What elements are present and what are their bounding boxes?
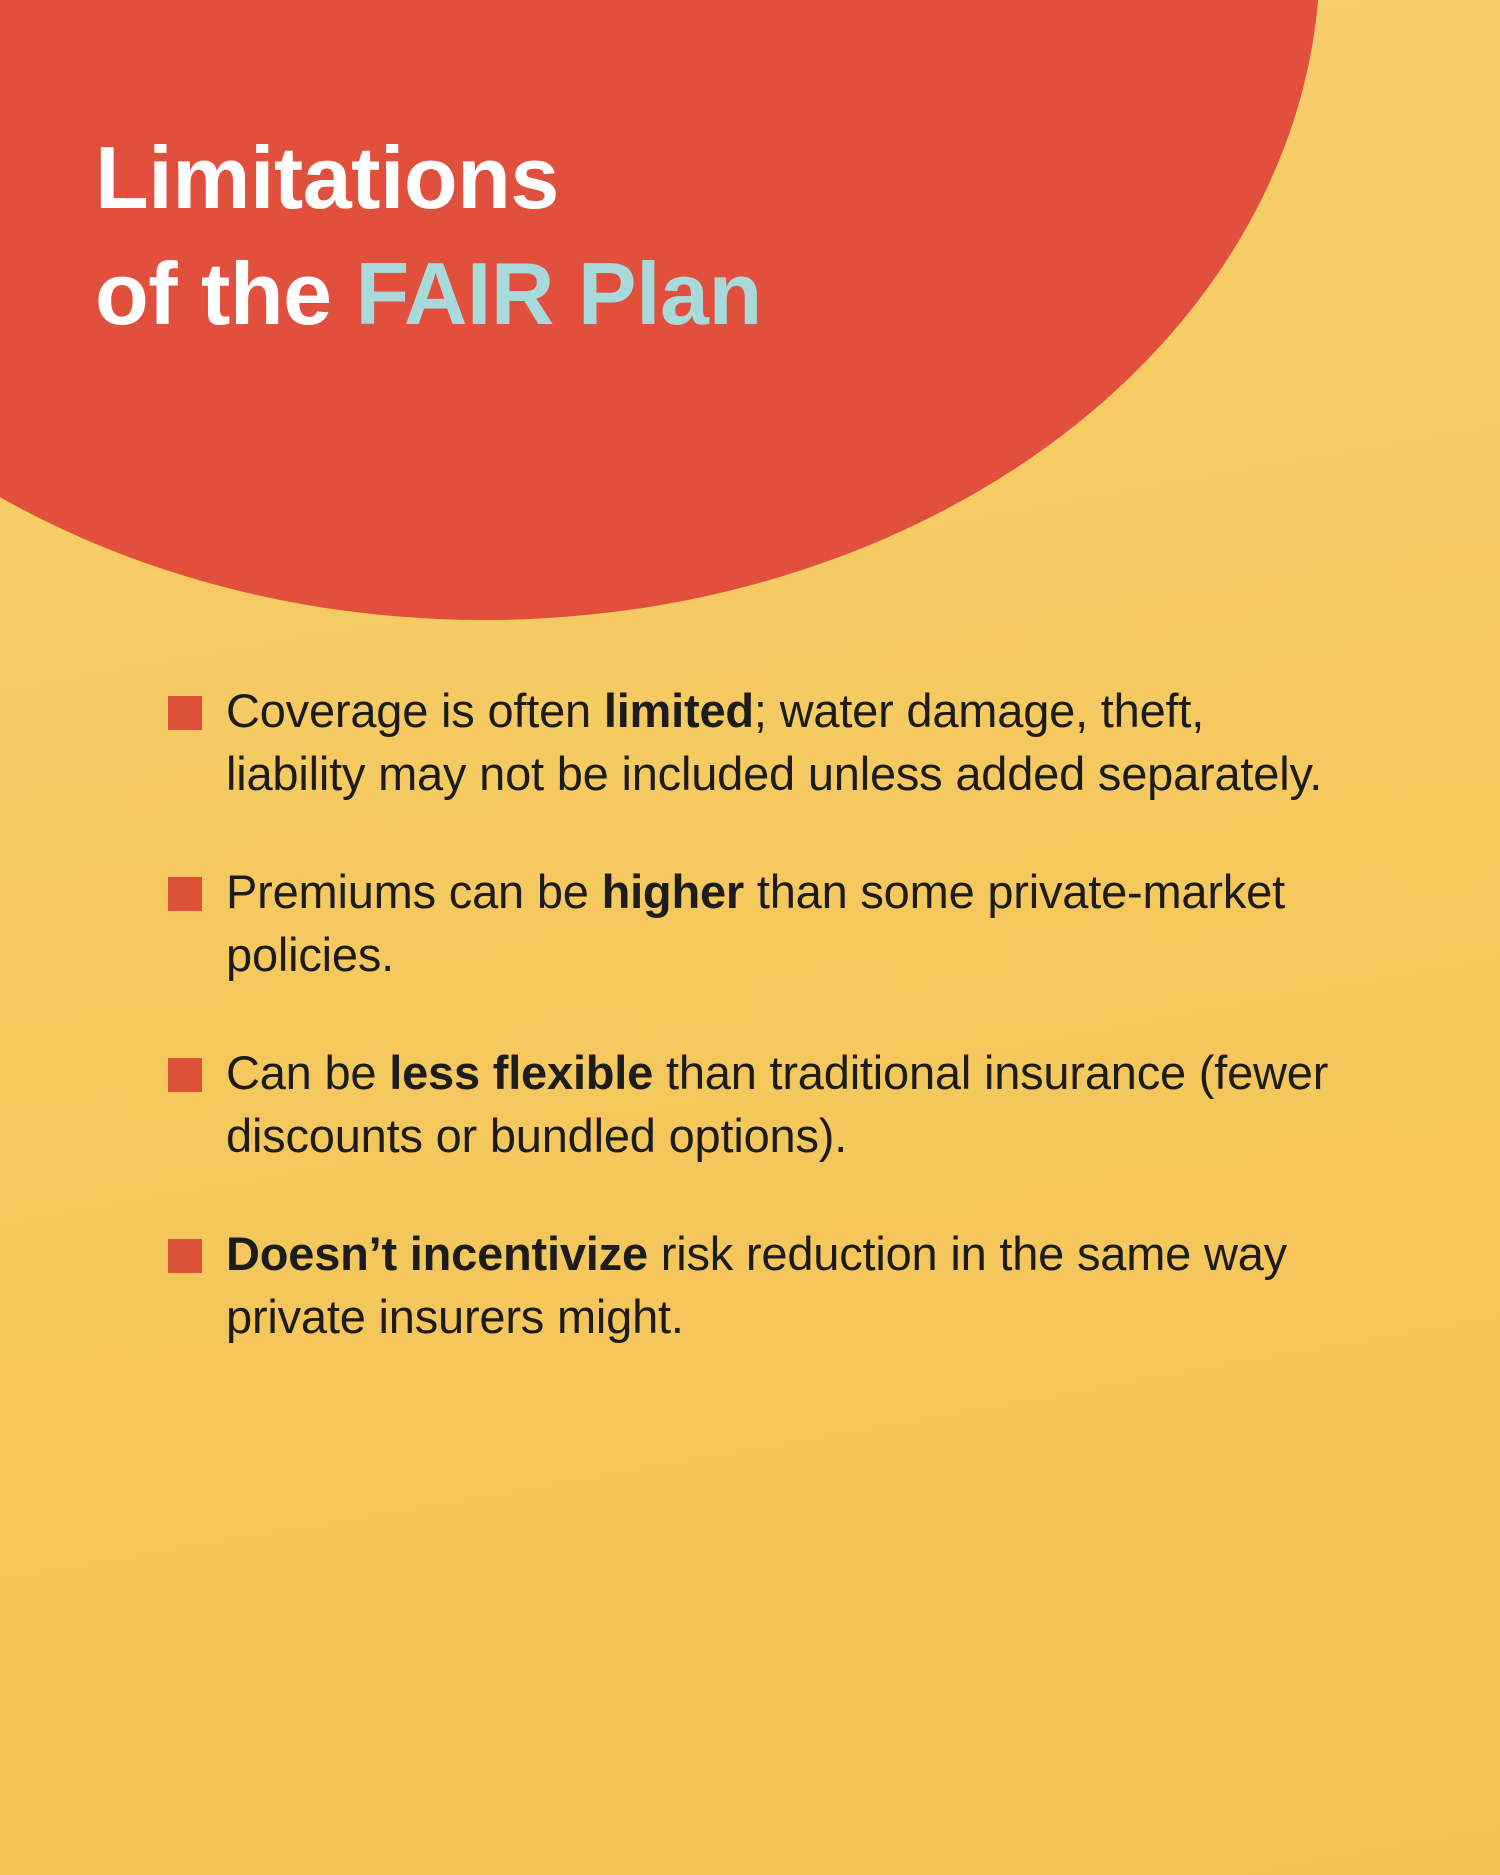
list-item	[168, 1223, 1348, 1348]
list-item	[168, 1042, 1348, 1167]
list-item	[168, 861, 1348, 986]
list-item-text: Coverage is often limited; water damage, theft, liability may not be included unless added separately.	[226, 684, 1323, 800]
square-bullet-icon	[168, 877, 202, 911]
square-bullet-icon	[168, 1058, 202, 1092]
list-item	[168, 680, 1348, 805]
list-item-text: Premiums can be higher than some private-market policies.	[226, 865, 1285, 981]
limitations-list	[168, 680, 1348, 1348]
title-line-2-accent: FAIR Plan	[355, 244, 762, 344]
list-item-text: Can be less flexible than traditional insurance (fewer discounts or bundled options).	[226, 1046, 1329, 1162]
square-bullet-icon	[168, 1239, 202, 1273]
title-line-2	[95, 236, 1095, 352]
square-bullet-icon	[168, 696, 202, 730]
list-item-text: Doesn’t incentivize risk reduction in the same way private insurers might.	[226, 1227, 1287, 1343]
page-title	[95, 120, 1095, 352]
title-line-2-prefix: of the	[95, 244, 356, 344]
title-line-1: Limitations	[95, 128, 559, 227]
